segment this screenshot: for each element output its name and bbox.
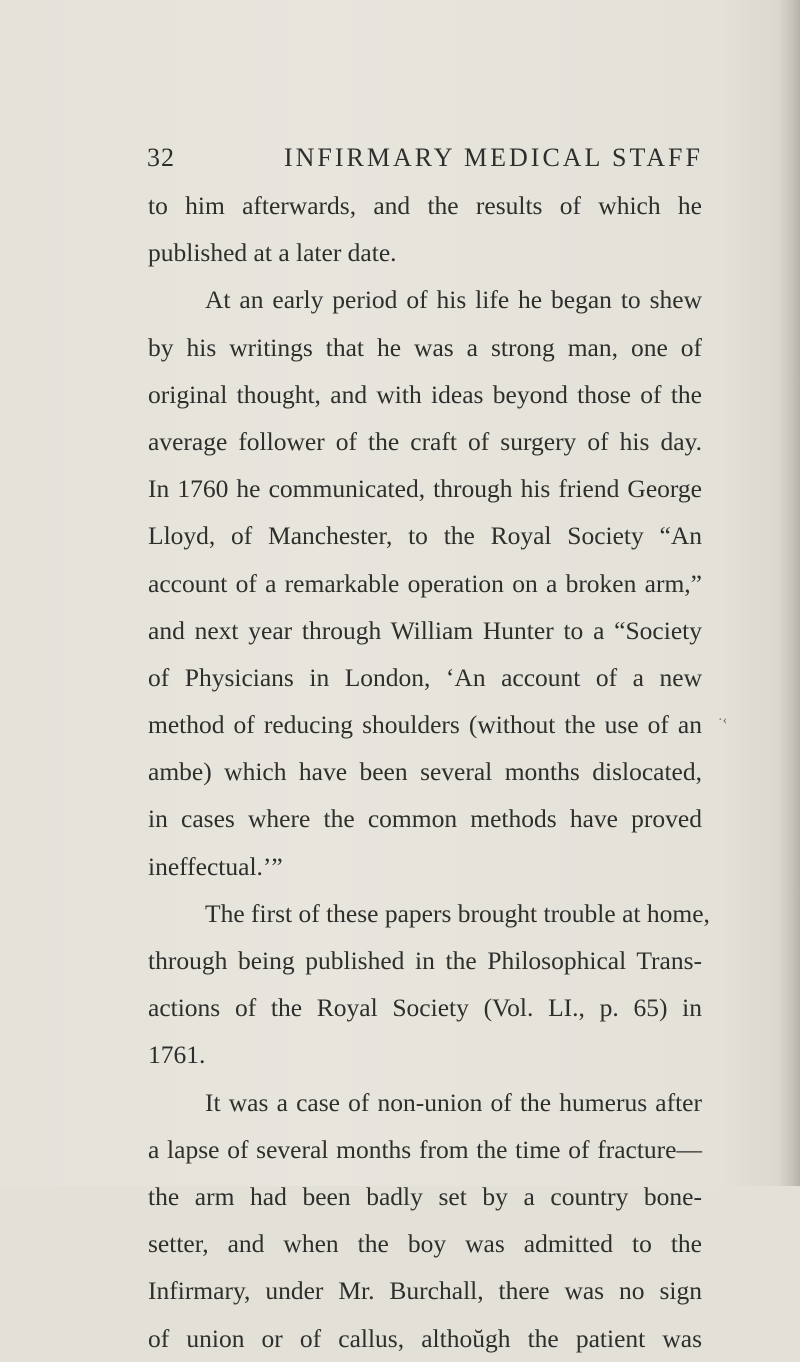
text-line: actions of the Royal Society (Vol. LI., p. 65) in [148, 993, 702, 1023]
text-line: the arm had been badly set by a country bone- [148, 1181, 702, 1211]
text-line: Lloyd, of Manchester, to the Royal Society “An [148, 521, 702, 551]
text-line: ambe) which have been several months dislocated, [148, 757, 702, 787]
text-line: average follower of the craft of surgery of his day. [148, 426, 702, 456]
paragraph-first-line: The first of these papers brought trouble at home, [205, 898, 710, 928]
text-line: of Physicians in London, ‘An account of a new [148, 662, 702, 692]
text-line: a lapse of several months from the time of fracture— [148, 1134, 702, 1164]
text-line: by his writings that he was a strong man, one of [148, 332, 702, 362]
text-line: method of reducing shoulders (without the use of an [148, 710, 702, 740]
text-line: ineffectual.’” [148, 851, 283, 881]
page-header [147, 143, 707, 177]
text-line: of union or of callus, althoŭgh the patient was [148, 1323, 702, 1353]
text-line: published at a later date. [148, 238, 397, 268]
body-text [148, 182, 710, 1362]
text-line: in cases where the common methods have proved [148, 804, 702, 834]
text-line: to him afterwards, and the results of which he [148, 191, 702, 220]
running-head: INFIRMARY MEDICAL STAFF [284, 143, 703, 172]
text-line: 1761. [148, 1040, 206, 1070]
page-number: 32 [147, 143, 175, 172]
text-line: In 1760 he communicated, through his friend George [148, 474, 702, 504]
page-edge-shadow [778, 0, 800, 1186]
margin-mark: ·‹ [718, 713, 728, 728]
paragraph-first-line: It was a case of non-union of the humerus after [205, 1087, 702, 1117]
text-line: setter, and when the boy was admitted to the [148, 1229, 702, 1259]
text-line: account of a remarkable operation on a broken arm,” [148, 568, 702, 598]
text-line: original thought, and with ideas beyond those of the [148, 379, 702, 409]
text-line: through being published in the Philosophical Trans- [148, 946, 702, 975]
paragraph-first-line: At an early period of his life he began to shew [205, 285, 702, 315]
text-line: and next year through William Hunter to a “Society [148, 615, 702, 645]
text-line: Infirmary, under Mr. Burchall, there was no sign [148, 1276, 702, 1306]
